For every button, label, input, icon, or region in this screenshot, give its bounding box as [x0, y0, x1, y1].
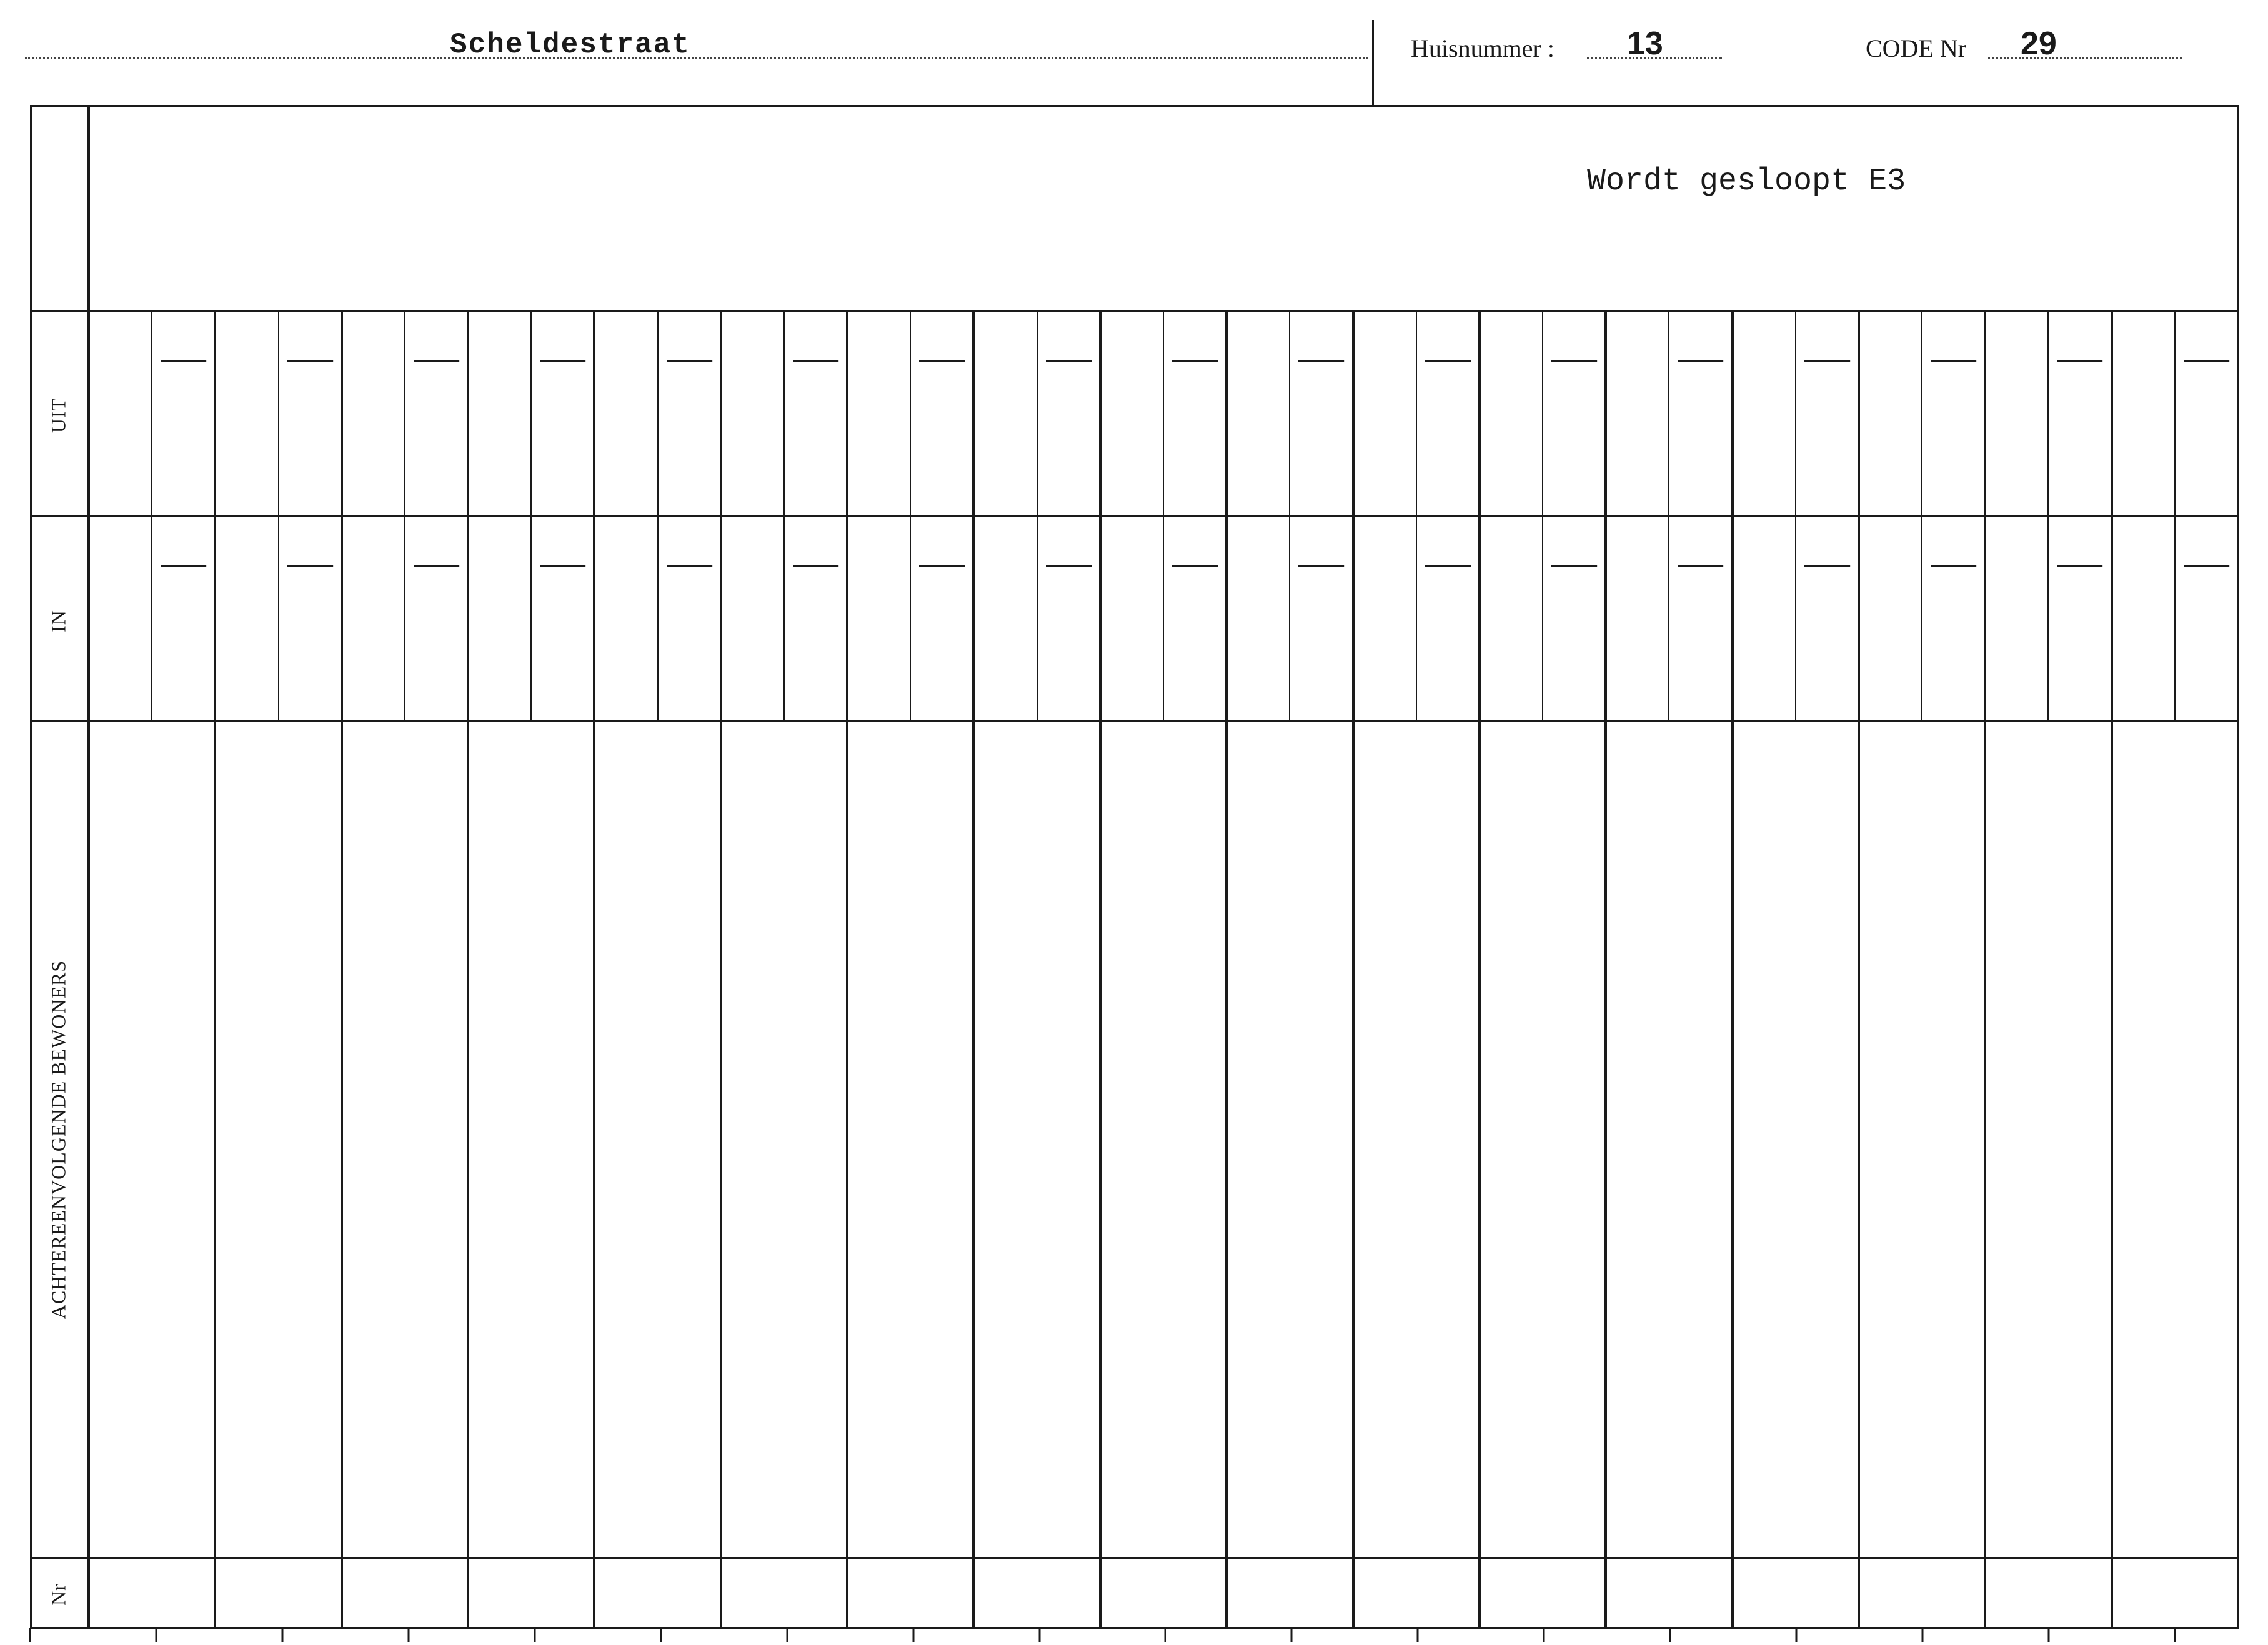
row-label-bewoners: ACHTEREENVOLGENDE BEWONERS — [47, 960, 70, 1319]
code-label: CODE Nr — [1866, 34, 1967, 62]
huisnummer-label: Huisnummer : — [1411, 34, 1554, 62]
row-label-in: IN — [47, 610, 70, 632]
street-name: Scheldestraat — [450, 29, 690, 61]
huisnummer-value: 13 — [1627, 26, 1663, 62]
row-label-uit: UIT — [47, 397, 70, 434]
code-value: 29 — [2021, 26, 2057, 62]
row-label-nr: Nr — [47, 1583, 70, 1606]
demolition-note: Wordt gesloopt E3 — [1587, 164, 1906, 199]
